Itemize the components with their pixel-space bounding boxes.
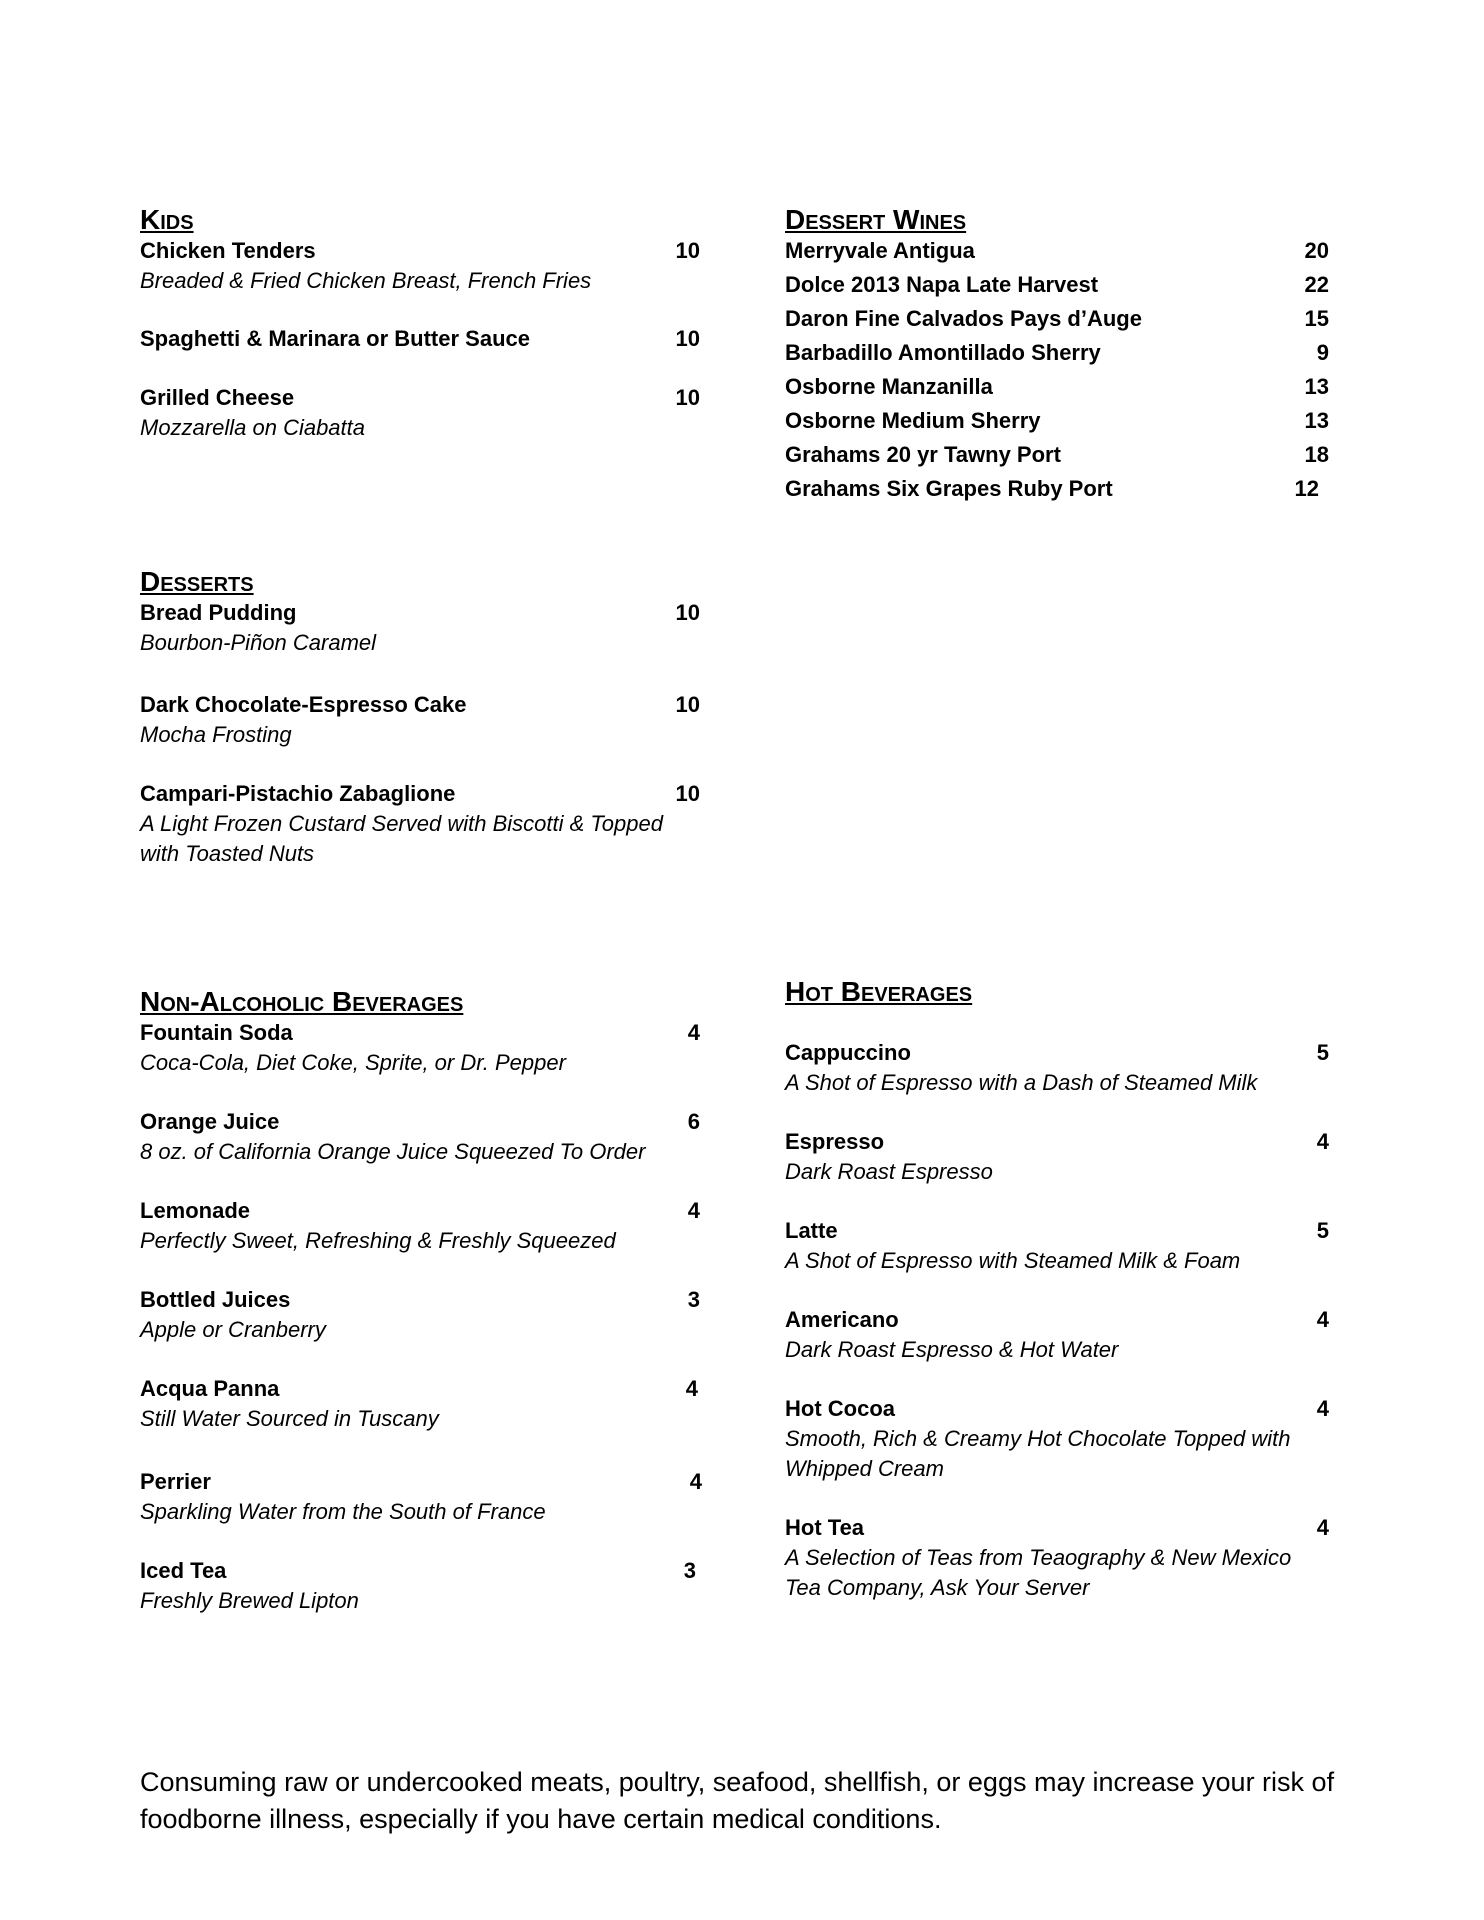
item-description: A Shot of Espresso with a Dash of Steamed Milk <box>785 1070 1258 1095</box>
item-description: Coca-Cola, Diet Coke, Sprite, or Dr. Pepper <box>140 1050 566 1075</box>
item-price: 3 <box>683 1558 696 1583</box>
wine-price: 20 <box>1304 238 1329 263</box>
item-price: 5 <box>1316 1040 1329 1065</box>
wine-name: Merryvale Antigua <box>785 238 975 263</box>
dessert-wines-heading: Dessert Wines <box>785 204 967 235</box>
non-alcoholic-heading: Non-Alcoholic Beverages <box>140 986 464 1017</box>
menu-item <box>140 383 700 443</box>
item-description: Breaded & Fried Chicken Breast, French Fries <box>140 268 592 293</box>
item-price: 6 <box>687 1109 700 1134</box>
wine-name: Daron Fine Calvados Pays d’Auge <box>785 306 1142 331</box>
wine-row <box>785 268 1345 302</box>
item-price: 4 <box>1316 1307 1329 1332</box>
item-description: A Shot of Espresso with Steamed Milk & Foam <box>785 1248 1241 1273</box>
item-name: Dark Chocolate-Espresso Cake <box>140 692 467 717</box>
wine-price: 13 <box>1304 408 1329 433</box>
item-name: Campari-Pistachio Zabaglione <box>140 781 456 806</box>
menu-item <box>785 1216 1345 1276</box>
item-name: Chicken Tenders <box>140 238 316 263</box>
item-description: Mocha Frosting <box>140 722 292 747</box>
wine-row <box>785 234 1345 268</box>
wine-name: Osborne Medium Sherry <box>785 408 1041 433</box>
dessert-wines-section <box>785 204 1345 506</box>
item-description: Perfectly Sweet, Refreshing & Freshly Squeezed <box>140 1228 616 1253</box>
wine-price: 22 <box>1304 272 1329 297</box>
item-name: Lemonade <box>140 1198 251 1223</box>
menu-item <box>140 1107 700 1167</box>
wine-row <box>785 336 1345 370</box>
item-price: 5 <box>1316 1218 1329 1243</box>
wine-name: Grahams Six Grapes Ruby Port <box>785 476 1113 501</box>
wine-price: 18 <box>1304 442 1329 467</box>
wine-price: 15 <box>1304 306 1329 331</box>
item-name: Americano <box>785 1307 899 1332</box>
item-description: Dark Roast Espresso & Hot Water <box>785 1337 1119 1362</box>
menu-item <box>140 690 700 750</box>
item-price: 10 <box>675 385 700 410</box>
item-description: Sparkling Water from the South of France <box>140 1499 546 1524</box>
item-price: 4 <box>687 1198 700 1223</box>
wine-name: Osborne Manzanilla <box>785 374 993 399</box>
kids-section <box>140 204 700 443</box>
item-name: Spaghetti & Marinara or Butter Sauce <box>140 326 530 351</box>
wine-name: Dolce 2013 Napa Late Harvest <box>785 272 1099 297</box>
wine-row <box>785 404 1345 438</box>
item-name: Fountain Soda <box>140 1020 293 1045</box>
non-alcoholic-section <box>140 986 700 1616</box>
menu-item <box>785 1305 1345 1365</box>
item-description: Apple or Cranberry <box>140 1317 326 1342</box>
item-price: 10 <box>675 692 700 717</box>
item-name: Hot Tea <box>785 1515 865 1540</box>
item-price: 4 <box>689 1469 702 1494</box>
item-description: Freshly Brewed Lipton <box>140 1588 359 1613</box>
item-name: Perrier <box>140 1469 211 1494</box>
item-price: 10 <box>675 326 700 351</box>
menu-item <box>140 236 700 296</box>
item-price: 10 <box>675 238 700 263</box>
item-name: Bottled Juices <box>140 1287 291 1312</box>
item-description: Bourbon-Piñon Caramel <box>140 630 377 655</box>
item-price: 10 <box>675 600 700 625</box>
item-price: 4 <box>1316 1515 1329 1540</box>
menu-item <box>140 598 700 658</box>
item-name: Espresso <box>785 1129 885 1154</box>
item-description: Dark Roast Espresso <box>785 1159 993 1184</box>
desserts-section <box>140 566 700 869</box>
item-description: Mozzarella on Ciabatta <box>140 415 366 440</box>
item-price: 10 <box>675 781 700 806</box>
wine-price: 12 <box>1294 476 1319 501</box>
health-disclaimer: Consuming raw or undercooked meats, poultry, seafood, shellfish, or eggs may increase your risk of foodborne illness, especially if you have certain medical conditions. <box>140 1767 1335 1834</box>
menu-item <box>140 1467 700 1527</box>
item-price: 4 <box>687 1020 700 1045</box>
menu-item <box>140 1374 700 1434</box>
item-description: Smooth, Rich & Creamy Hot Chocolate Topped with Whipped Cream <box>785 1426 1291 1481</box>
wine-row <box>785 302 1345 336</box>
hot-beverages-heading: Hot Beverages <box>785 976 973 1007</box>
item-name: Grilled Cheese <box>140 385 295 410</box>
item-name: Bread Pudding <box>140 600 297 625</box>
item-price: 4 <box>1316 1396 1329 1421</box>
wine-name: Barbadillo Amontillado Sherry <box>785 340 1101 365</box>
menu-item <box>140 1556 700 1616</box>
menu-item <box>785 1513 1345 1603</box>
desserts-heading: Desserts <box>140 566 254 597</box>
item-name: Orange Juice <box>140 1109 280 1134</box>
item-price: 3 <box>687 1287 700 1312</box>
item-description: Still Water Sourced in Tuscany <box>140 1406 439 1431</box>
wine-row <box>785 370 1345 404</box>
wine-row <box>785 472 1345 506</box>
menu-item <box>140 324 700 354</box>
menu-item <box>785 1127 1345 1187</box>
menu-item <box>140 1018 700 1078</box>
item-name: Iced Tea <box>140 1558 227 1583</box>
menu-item <box>140 1285 700 1345</box>
menu-item <box>785 1394 1345 1484</box>
item-description: A Selection of Teas from Teaography & New Mexico Tea Company, Ask Your Server <box>785 1545 1292 1600</box>
item-price: 4 <box>685 1376 698 1401</box>
item-name: Hot Cocoa <box>785 1396 895 1421</box>
wine-row <box>785 438 1345 472</box>
wine-name: Grahams 20 yr Tawny Port <box>785 442 1061 467</box>
menu-item <box>785 1038 1345 1098</box>
menu-item <box>140 779 700 869</box>
item-description: 8 oz. of California Orange Juice Squeezed To Order <box>140 1139 646 1164</box>
wine-price: 9 <box>1316 340 1329 365</box>
wine-price: 13 <box>1304 374 1329 399</box>
item-price: 4 <box>1316 1129 1329 1154</box>
item-name: Acqua Panna <box>140 1376 280 1401</box>
item-description: A Light Frozen Custard Served with Biscotti & Topped with Toasted Nuts <box>140 811 663 866</box>
hot-beverages-section <box>785 976 1345 1603</box>
menu-item <box>140 1196 700 1256</box>
kids-heading: Kids <box>140 204 194 235</box>
item-name: Latte <box>785 1218 838 1243</box>
item-name: Cappuccino <box>785 1040 911 1065</box>
